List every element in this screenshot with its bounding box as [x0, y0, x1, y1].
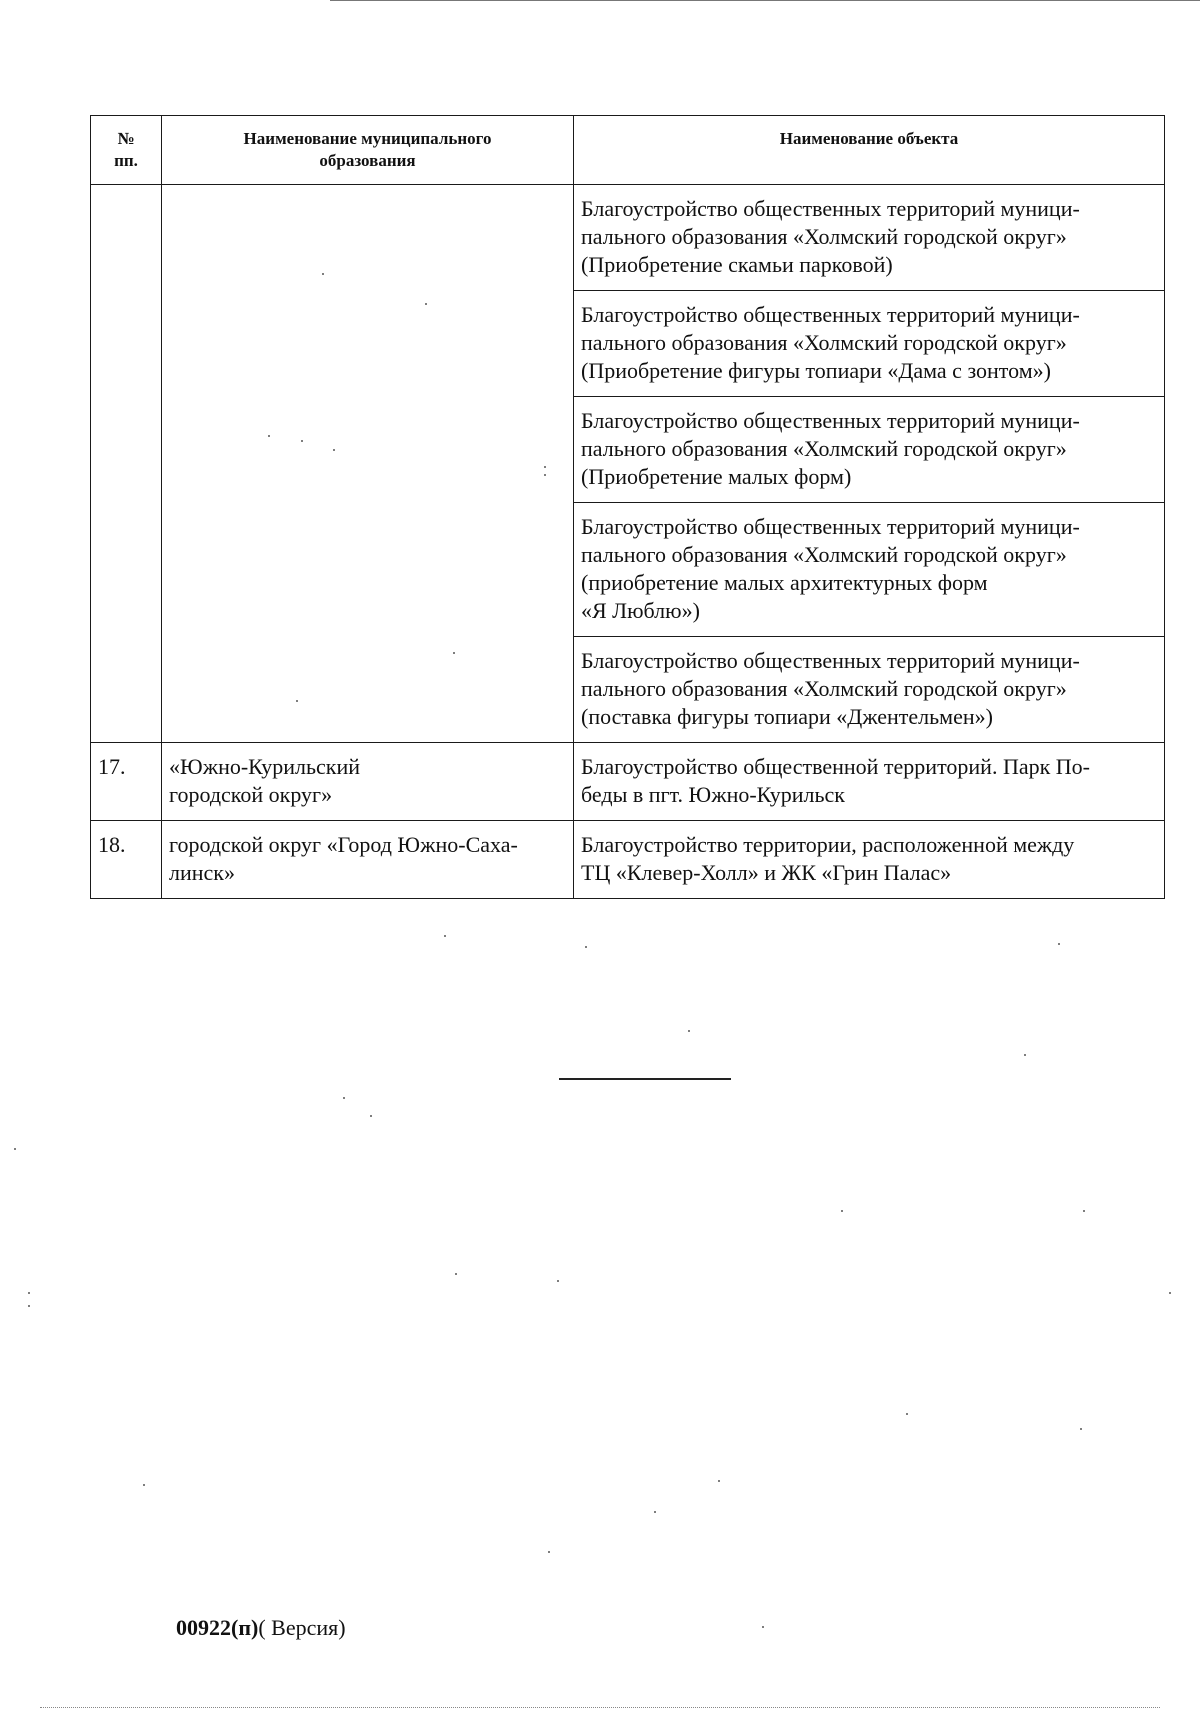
scan-speck: [688, 1030, 690, 1032]
scan-speck: [425, 303, 427, 305]
header-municipality: Наименование муниципального образования: [162, 116, 574, 185]
scan-speck: [1058, 943, 1060, 945]
table-row: [91, 743, 1165, 821]
header-object: Наименование объекта: [574, 116, 1165, 185]
table-header-row: [91, 116, 1165, 185]
table-row: [91, 821, 1165, 899]
footer-document-code: [176, 1614, 346, 1642]
row-num-cell: 17.: [91, 743, 162, 821]
municipality-cell: городской округ «Город Южно-Саха- линск»: [162, 821, 574, 899]
top-edge-line: [330, 0, 1200, 1]
object-cell: Благоустройство общественных территорий муници- пального образования «Холмский городской округ» (Приобретение фигуры топиари «Дама с зонтом»): [574, 291, 1165, 397]
municipality-cell: «Южно-Курильский городской округ»: [162, 743, 574, 821]
scan-speck: [14, 1148, 16, 1150]
scan-speck: [268, 435, 270, 437]
group-num-cell: [91, 185, 162, 743]
scan-speck: [557, 1280, 559, 1282]
scan-speck: [762, 1626, 764, 1628]
bottom-edge-line: [40, 1707, 1160, 1709]
scan-speck: [654, 1511, 656, 1513]
scan-speck: [333, 449, 335, 451]
object-cell: Благоустройство общественных территорий муници- пального образования «Холмский городской округ» (Приобретение скамьи парковой): [574, 185, 1165, 291]
header-num: № пп.: [91, 116, 162, 185]
scan-speck: [906, 1413, 908, 1415]
row-num-cell: 18.: [91, 821, 162, 899]
scan-speck: [296, 700, 298, 702]
scan-speck: [444, 935, 446, 937]
scan-speck: [841, 1210, 843, 1212]
object-cell: Благоустройство общественной территорий. Парк По- беды в пгт. Южно-Курильск: [574, 743, 1165, 821]
scan-speck: [548, 1551, 550, 1553]
scan-speck: [1083, 1210, 1085, 1212]
scan-speck: [455, 1273, 457, 1275]
object-cell: Благоустройство общественных территорий муници- пального образования «Холмский городской округ» (приобретение малых архитектурных форм «Я Люблю»): [574, 503, 1165, 637]
scan-speck: [1080, 1428, 1082, 1430]
scan-speck: [322, 273, 324, 275]
object-cell: Благоустройство территории, расположенной между ТЦ «Клевер-Холл» и ЖК «Грин Палас»: [574, 821, 1165, 899]
objects-table: [90, 115, 1165, 899]
scan-speck: [28, 1305, 30, 1307]
table-row: [91, 185, 1165, 291]
scan-speck: [370, 1115, 372, 1117]
scan-speck: [585, 946, 587, 948]
scan-speck: [544, 474, 546, 476]
scan-speck: [1169, 1292, 1171, 1294]
scan-speck: [544, 466, 546, 468]
footer-version: ( Версия): [258, 1615, 346, 1640]
scan-speck: [718, 1480, 720, 1482]
group-municipality-cell: [162, 185, 574, 743]
footer-code-number: 00922(п): [176, 1615, 259, 1640]
end-of-document-line: [559, 1078, 731, 1080]
scan-speck: [143, 1484, 145, 1486]
object-cell: Благоустройство общественных территорий муници- пального образования «Холмский городской округ» (поставка фигуры топиари «Джентельмен»): [574, 637, 1165, 743]
scan-speck: [343, 1097, 345, 1099]
scan-speck: [301, 440, 303, 442]
scan-speck: [1024, 1054, 1026, 1056]
scan-speck: [28, 1292, 30, 1294]
scan-speck: [453, 652, 455, 654]
object-cell: Благоустройство общественных территорий муници- пального образования «Холмский городской округ» (Приобретение малых форм): [574, 397, 1165, 503]
